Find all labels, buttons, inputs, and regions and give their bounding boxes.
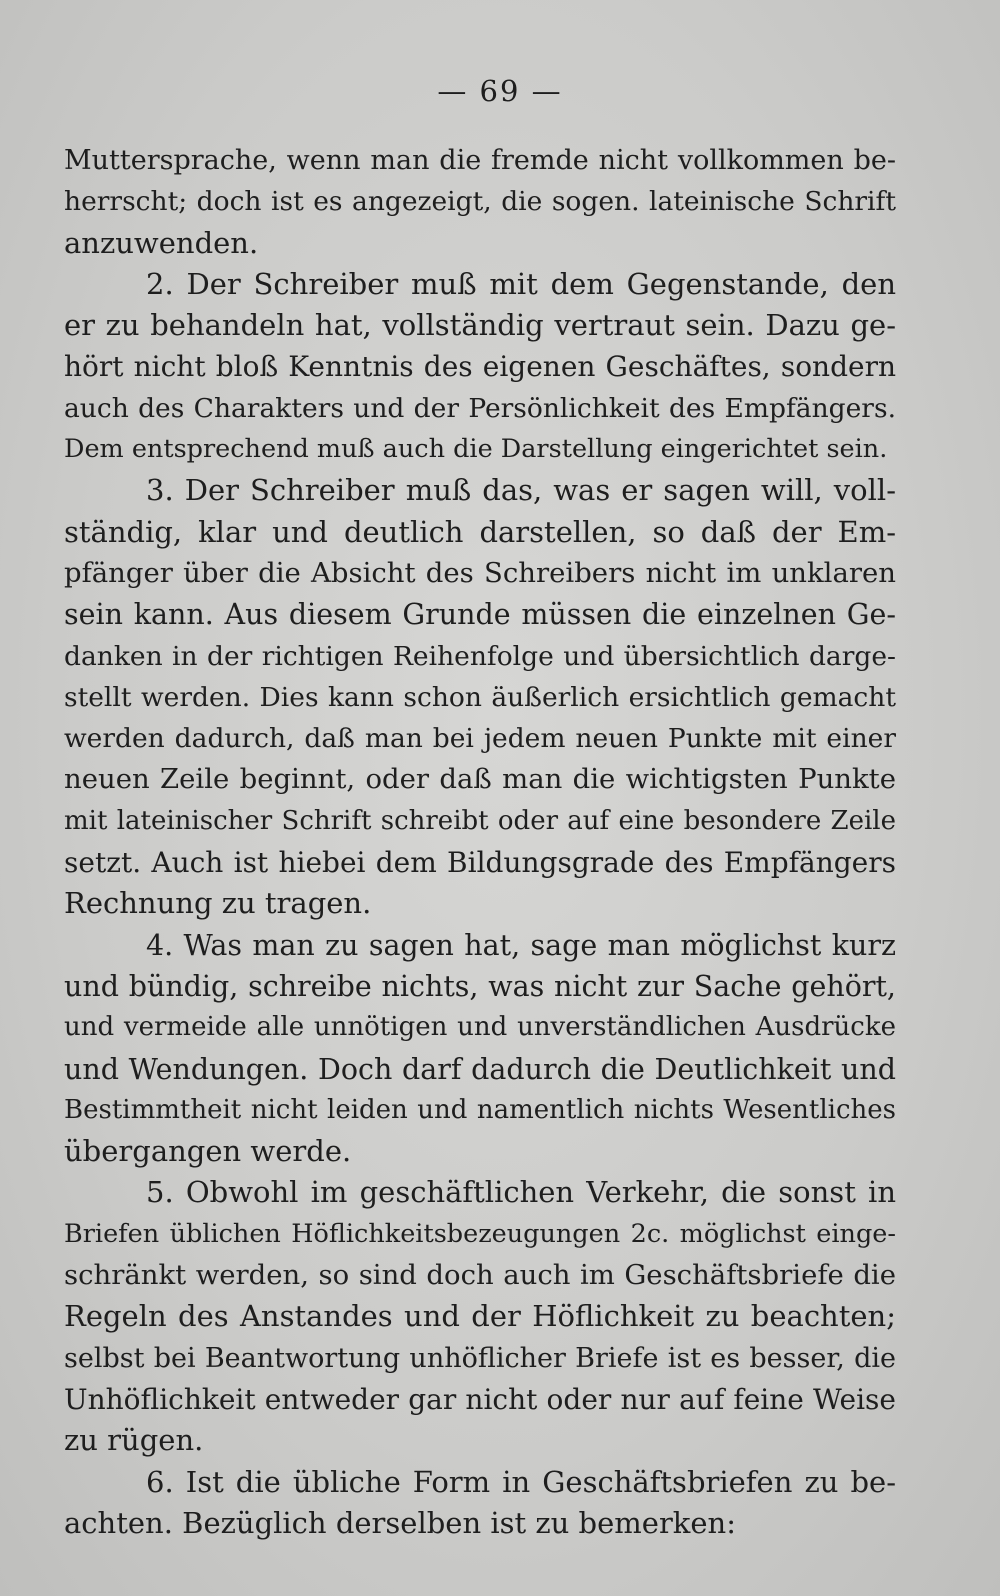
body-text <box>64 140 896 1544</box>
text-line: werden dadurch, daß man bei jedem neuen Punkte mit einer <box>64 723 896 755</box>
text-line: und vermeide alle unnötigen und unverständlichen Ausdrücke <box>64 1012 896 1043</box>
text-line: Dem entsprechend muß auch die Darstellung eingerichtet sein. <box>64 434 888 465</box>
text-line: setzt. Auch ist hiebei dem Bildungsgrade des Empfängers <box>64 846 896 880</box>
text-line: Bestimmtheit nicht leiden und namentlich nichts Wesentliches <box>64 1094 896 1125</box>
text-line: 5. Obwohl im geschäftlichen Verkehr, die sonst in <box>146 1175 896 1210</box>
text-line: und bündig, schreibe nichts, was nicht zur Sache gehört, <box>64 969 896 1003</box>
text-line: sein kann. Aus diesem Grunde müssen die einzelnen Ge- <box>64 598 896 632</box>
text-line: danken in der richtigen Reihenfolge und übersichtlich darge- <box>64 640 896 672</box>
text-line: mit lateinischer Schrift schreibt oder auf eine besondere Zeile <box>64 805 896 836</box>
text-line: 3. Der Schreiber muß das, was er sagen will, voll- <box>146 473 896 508</box>
text-line: er zu behandeln hat, vollständig vertraut sein. Dazu ge- <box>64 308 896 343</box>
text-line: achten. Bezüglich derselben ist zu bemerken: <box>64 1505 736 1540</box>
text-line: hört nicht bloß Kenntnis des eigenen Geschäftes, sondern <box>64 350 896 384</box>
text-line: Regeln des Anstandes und der Höflichkeit zu beachten; <box>64 1299 896 1334</box>
text-line: zu rügen. <box>64 1423 204 1458</box>
text-line: anzuwenden. <box>64 225 259 260</box>
text-line: selbst bei Beantwortung unhöflicher Briefe ist es besser, die <box>64 1342 896 1374</box>
text-line: Rechnung zu tragen. <box>64 886 372 921</box>
text-line: und Wendungen. Doch darf dadurch die Deutlichkeit und <box>64 1052 896 1086</box>
text-line: 4. Was man zu sagen hat, sage man möglichst kurz <box>146 928 896 962</box>
text-line: neuen Zeile beginnt, oder daß man die wichtigsten Punkte <box>64 763 896 796</box>
text-line: 2. Der Schreiber muß mit dem Gegenstande, den <box>146 266 896 301</box>
text-line: schränkt werden, so sind doch auch im Geschäftsbriefe die <box>64 1259 896 1292</box>
text-line: Unhöflichkeit entweder gar nicht oder nur auf feine Weise <box>64 1382 896 1416</box>
page-number: — 69 — <box>437 74 563 108</box>
text-line: auch des Charakters und der Persönlichkeit des Empfängers. <box>64 392 896 424</box>
text-line: stellt werden. Dies kann schon äußerlich ersichtlich gemacht <box>64 681 896 713</box>
text-line: Muttersprache, wenn man die fremde nicht vollkommen be- <box>64 145 896 176</box>
text-line: Briefen üblichen Höflichkeitsbezeugungen 2c. möglichst einge- <box>64 1218 896 1249</box>
text-line: herrscht; doch ist es angezeigt, die sogen. lateinische Schrift <box>64 186 896 218</box>
text-line: pfänger über die Absicht des Schreibers nicht im unklaren <box>64 556 896 589</box>
text-line: 6. Ist die übliche Form in Geschäftsbriefen zu be- <box>146 1464 896 1499</box>
text-line: übergangen werde. <box>64 1134 352 1169</box>
text-line: ständig, klar und deutlich darstellen, so daß der Em- <box>64 514 896 549</box>
